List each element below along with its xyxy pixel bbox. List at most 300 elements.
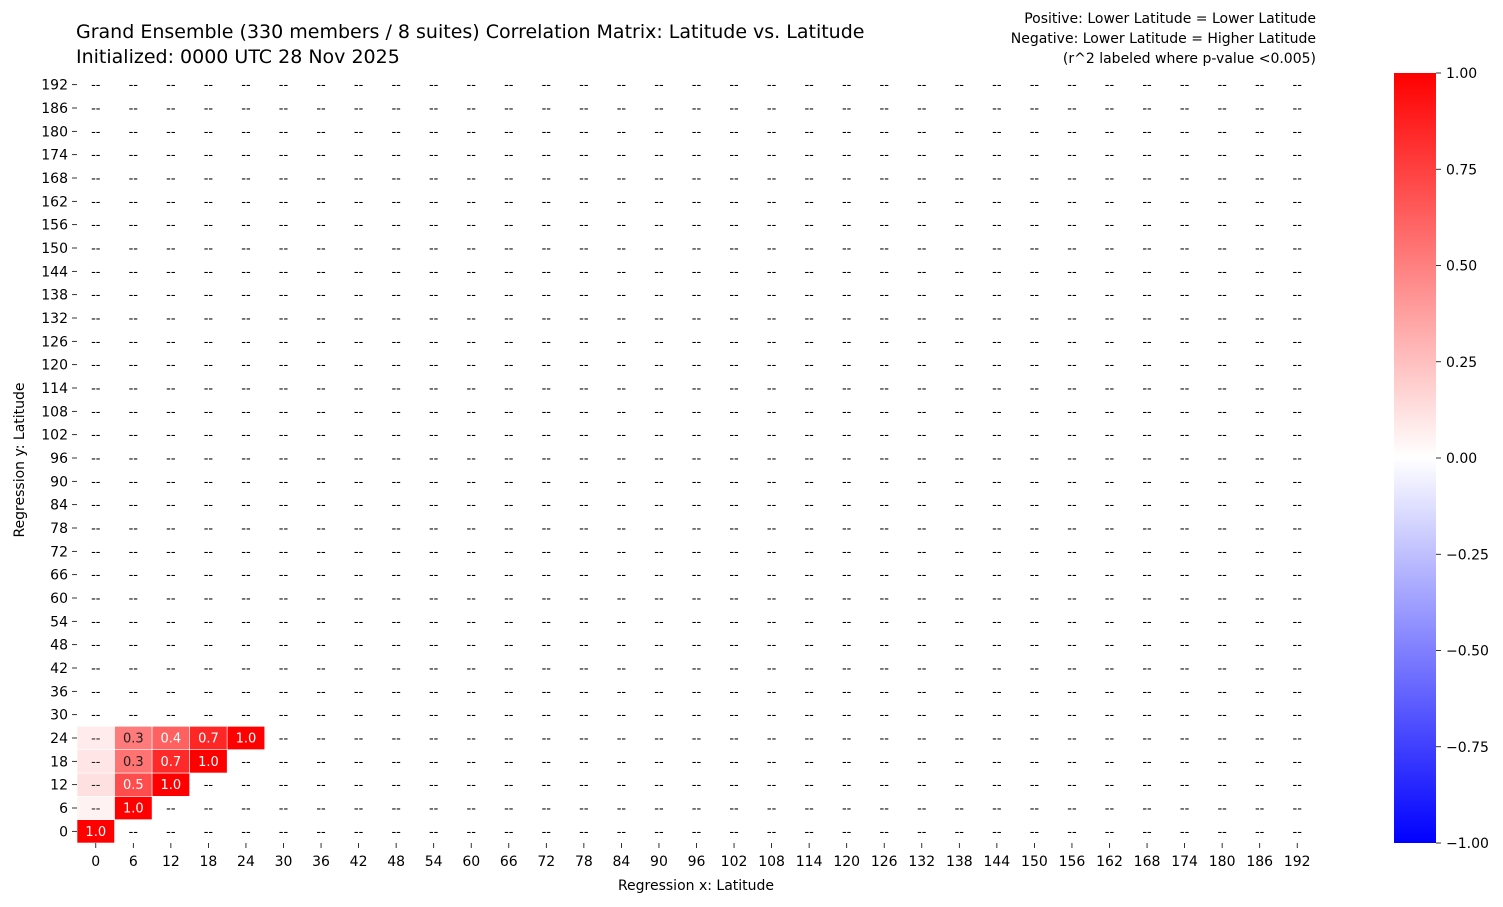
cell-label-x174-y180: --	[1179, 124, 1190, 140]
cell-label-x6-y138: --	[128, 288, 139, 304]
cell-label-x174-y72: --	[1179, 544, 1190, 560]
cell-label-x60-y72: --	[466, 544, 476, 560]
x-tick-label-24: 24	[237, 854, 255, 870]
cell-label-x90-y126: --	[654, 334, 664, 350]
cell-label-x78-y60: --	[579, 591, 589, 607]
cell-label-x174-y54: --	[1179, 614, 1190, 630]
cell-label-x54-y114: --	[428, 381, 439, 397]
cell-label-x168-y186: --	[1142, 101, 1152, 117]
cell-label-x120-y192: --	[841, 78, 852, 94]
x-tick-label-90: 90	[650, 854, 668, 870]
cell-label-x138-y96: --	[954, 451, 965, 467]
cell-label-x66-y114: --	[504, 381, 514, 397]
cell-label-x6-y18: 0.3	[122, 754, 144, 770]
cell-label-x0-y54: --	[91, 614, 101, 630]
cell-label-x54-y150: --	[428, 241, 439, 257]
cell-label-x192-y168: --	[1292, 171, 1302, 187]
cell-label-x114-y192: --	[804, 78, 814, 94]
cell-label-x96-y138: --	[691, 288, 702, 304]
cell-label-x48-y60: --	[391, 591, 401, 607]
cell-label-x78-y192: --	[579, 78, 589, 94]
cell-label-x42-y72: --	[353, 544, 364, 560]
cell-label-x78-y24: --	[579, 731, 589, 747]
cell-label-x6-y186: --	[128, 101, 139, 117]
y-tick-label-12: 12	[50, 777, 68, 794]
cell-label-x138-y0: --	[954, 824, 965, 840]
cell-label-x30-y42: --	[278, 661, 289, 677]
cell-label-x114-y78: --	[804, 521, 814, 537]
cell-label-x162-y162: --	[1104, 194, 1115, 210]
cell-label-x66-y132: --	[504, 311, 514, 327]
cell-label-x90-y174: --	[654, 148, 664, 164]
cell-label-x126-y12: --	[879, 778, 889, 794]
cell-label-x114-y60: --	[804, 591, 814, 607]
legend-note-positive: Positive: Lower Latitude = Lower Latitude	[1024, 11, 1316, 27]
cell-label-x30-y144: --	[278, 264, 289, 280]
cell-label-x126-y108: --	[879, 404, 889, 420]
cell-label-x168-y138: --	[1142, 288, 1152, 304]
cell-label-x24-y78: --	[241, 521, 251, 537]
cell-label-x42-y114: --	[353, 381, 364, 397]
cell-label-x120-y162: --	[841, 194, 852, 210]
cell-label-x114-y0: --	[804, 824, 814, 840]
cell-label-x150-y156: --	[1029, 218, 1040, 234]
cell-label-x48-y84: --	[391, 498, 401, 514]
cell-label-x96-y174: --	[691, 148, 702, 164]
cell-label-x150-y0: --	[1029, 824, 1040, 840]
cell-label-x18-y108: --	[203, 404, 214, 420]
cell-label-x108-y12: --	[766, 778, 777, 794]
cell-label-x180-y78: --	[1217, 521, 1227, 537]
cell-label-x120-y168: --	[841, 171, 852, 187]
cell-label-x0-y66: --	[91, 568, 101, 584]
cell-label-x192-y0: --	[1292, 824, 1302, 840]
cell-label-x60-y102: --	[466, 428, 476, 444]
cell-label-x30-y30: --	[278, 708, 289, 724]
cell-label-x30-y132: --	[278, 311, 289, 327]
cell-label-x180-y126: --	[1217, 334, 1227, 350]
cell-label-x168-y156: --	[1142, 218, 1152, 234]
cell-label-x78-y66: --	[579, 568, 589, 584]
cell-label-x66-y30: --	[504, 708, 514, 724]
cell-label-x162-y78: --	[1104, 521, 1115, 537]
cell-label-x120-y66: --	[841, 568, 852, 584]
cell-label-x84-y66: --	[616, 568, 627, 584]
cell-label-x192-y54: --	[1292, 614, 1302, 630]
cell-label-x54-y102: --	[428, 428, 439, 444]
cell-label-x24-y96: --	[241, 451, 251, 467]
cell-label-x0-y60: --	[91, 591, 101, 607]
cell-label-x108-y150: --	[766, 241, 777, 257]
cell-label-x60-y96: --	[466, 451, 476, 467]
cell-label-x108-y186: --	[766, 101, 777, 117]
cell-label-x24-y60: --	[241, 591, 251, 607]
cell-label-x150-y90: --	[1029, 474, 1040, 490]
cell-label-x36-y156: --	[316, 218, 326, 234]
cell-label-x168-y42: --	[1142, 661, 1152, 677]
cell-label-x138-y174: --	[954, 148, 965, 164]
cell-label-x102-y42: --	[729, 661, 739, 677]
cell-label-x120-y0: --	[841, 824, 852, 840]
cell-label-x102-y120: --	[729, 358, 739, 374]
cell-label-x42-y30: --	[353, 708, 364, 724]
cell-label-x48-y156: --	[391, 218, 401, 234]
cell-label-x162-y144: --	[1104, 264, 1115, 280]
cell-label-x24-y174: --	[241, 148, 251, 164]
cell-label-x96-y18: --	[691, 754, 702, 770]
cell-label-x90-y90: --	[654, 474, 664, 490]
cell-label-x18-y48: --	[203, 638, 214, 654]
cell-label-x96-y126: --	[691, 334, 702, 350]
cell-label-x192-y132: --	[1292, 311, 1302, 327]
cell-label-x66-y180: --	[504, 124, 514, 140]
cell-label-x66-y0: --	[504, 824, 514, 840]
cell-label-x114-y132: --	[804, 311, 814, 327]
cell-label-x60-y90: --	[466, 474, 476, 490]
cell-label-x126-y84: --	[879, 498, 889, 514]
cell-label-x186-y102: --	[1254, 428, 1265, 444]
cell-label-x84-y96: --	[616, 451, 627, 467]
cell-label-x180-y186: --	[1217, 101, 1227, 117]
cell-label-x162-y102: --	[1104, 428, 1115, 444]
x-tick-label-78: 78	[574, 854, 593, 870]
y-tick-label-78: 78	[50, 521, 68, 537]
cell-label-x132-y192: --	[917, 78, 927, 94]
cell-label-x156-y96: --	[1067, 451, 1077, 467]
cell-label-x120-y30: --	[841, 708, 852, 724]
cell-label-x12-y144: --	[166, 264, 176, 280]
cell-label-x174-y186: --	[1179, 101, 1190, 117]
cell-label-x60-y150: --	[466, 241, 476, 257]
cell-label-x150-y6: --	[1029, 801, 1040, 817]
cell-label-x36-y174: --	[316, 148, 326, 164]
cell-label-x174-y18: --	[1179, 754, 1190, 770]
cell-label-x102-y78: --	[729, 521, 739, 537]
cell-label-x150-y186: --	[1029, 101, 1040, 117]
cell-label-x36-y36: --	[316, 684, 326, 700]
cell-label-x138-y84: --	[954, 498, 965, 514]
cell-label-x42-y0: --	[353, 824, 364, 840]
cell-label-x78-y138: --	[579, 288, 589, 304]
cell-label-x120-y12: --	[841, 778, 852, 794]
cell-label-x12-y18: 0.7	[160, 754, 182, 770]
cell-label-x162-y48: --	[1104, 638, 1115, 654]
cell-label-x18-y90: --	[203, 474, 214, 490]
cell-label-x24-y0: --	[241, 824, 251, 840]
cell-label-x0-y138: --	[91, 288, 101, 304]
cell-label-x132-y42: --	[917, 661, 927, 677]
cell-label-x36-y30: --	[316, 708, 326, 724]
chart-title: Grand Ensemble (330 members / 8 suites) Correlation Matrix: Latitude vs. Latitude	[76, 21, 865, 43]
cell-label-x162-y114: --	[1104, 381, 1115, 397]
cell-label-x186-y0: --	[1254, 824, 1265, 840]
cell-label-x90-y114: --	[654, 381, 664, 397]
cell-label-x84-y138: --	[616, 288, 627, 304]
cell-label-x60-y48: --	[466, 638, 476, 654]
x-tick-label-96: 96	[687, 854, 706, 870]
cell-label-x90-y54: --	[654, 614, 664, 630]
cell-label-x90-y24: --	[654, 731, 664, 747]
y-axis-ticks	[41, 78, 77, 841]
cell-label-x132-y12: --	[917, 778, 927, 794]
cell-label-x60-y138: --	[466, 288, 476, 304]
cell-label-x42-y96: --	[353, 451, 364, 467]
cell-label-x6-y174: --	[128, 148, 139, 164]
cell-label-x66-y72: --	[504, 544, 514, 560]
cell-label-x150-y174: --	[1029, 148, 1040, 164]
cell-label-x78-y96: --	[579, 451, 589, 467]
cell-label-x186-y72: --	[1254, 544, 1265, 560]
cell-label-x114-y24: --	[804, 731, 814, 747]
cell-label-x144-y126: --	[992, 334, 1002, 350]
cell-label-x24-y48: --	[241, 638, 251, 654]
cell-label-x66-y18: --	[504, 754, 514, 770]
cell-label-x102-y108: --	[729, 404, 739, 420]
cell-label-x174-y108: --	[1179, 404, 1190, 420]
cell-label-x138-y168: --	[954, 171, 965, 187]
cell-label-x144-y60: --	[992, 591, 1002, 607]
cell-label-x144-y96: --	[992, 451, 1002, 467]
cell-label-x138-y6: --	[954, 801, 965, 817]
cell-label-x108-y120: --	[766, 358, 777, 374]
cell-label-x90-y0: --	[654, 824, 664, 840]
cell-label-x66-y192: --	[504, 78, 514, 94]
cell-label-x162-y120: --	[1104, 358, 1115, 374]
cell-label-x66-y162: --	[504, 194, 514, 210]
cell-label-x48-y48: --	[391, 638, 401, 654]
cell-label-x78-y156: --	[579, 218, 589, 234]
cell-label-x168-y162: --	[1142, 194, 1152, 210]
cell-label-x156-y48: --	[1067, 638, 1077, 654]
cell-label-x168-y12: --	[1142, 778, 1152, 794]
cell-label-x162-y12: --	[1104, 778, 1115, 794]
cell-label-x18-y192: --	[203, 78, 214, 94]
cell-label-x6-y162: --	[128, 194, 139, 210]
x-tick-label-174: 174	[1171, 854, 1198, 870]
cell-label-x72-y24: --	[541, 731, 552, 747]
cell-label-x0-y186: --	[91, 101, 101, 117]
cell-label-x78-y36: --	[579, 684, 589, 700]
cell-label-x30-y78: --	[278, 521, 289, 537]
cell-label-x96-y168: --	[691, 171, 702, 187]
cell-label-x36-y120: --	[316, 358, 326, 374]
cell-label-x96-y72: --	[691, 544, 702, 560]
cell-label-x192-y120: --	[1292, 358, 1302, 374]
cell-label-x90-y162: --	[654, 194, 664, 210]
cell-label-x114-y96: --	[804, 451, 814, 467]
cell-label-x42-y84: --	[353, 498, 364, 514]
cell-label-x102-y168: --	[729, 171, 739, 187]
cell-label-x30-y162: --	[278, 194, 289, 210]
cell-label-x0-y144: --	[91, 264, 101, 280]
cell-label-x144-y144: --	[992, 264, 1002, 280]
cell-label-x90-y78: --	[654, 521, 664, 537]
cell-label-x66-y60: --	[504, 591, 514, 607]
cell-label-x18-y24: 0.7	[198, 731, 219, 747]
cell-label-x0-y126: --	[91, 334, 101, 350]
cell-label-x144-y90: --	[992, 474, 1002, 490]
y-tick-label-24: 24	[50, 731, 68, 747]
cell-label-x72-y144: --	[541, 264, 552, 280]
cell-label-x96-y90: --	[691, 474, 702, 490]
cell-label-x6-y132: --	[128, 311, 139, 327]
cell-label-x60-y162: --	[466, 194, 476, 210]
cell-label-x180-y6: --	[1217, 801, 1227, 817]
cell-label-x168-y114: --	[1142, 381, 1152, 397]
cell-label-x96-y12: --	[691, 778, 702, 794]
cell-label-x138-y126: --	[954, 334, 965, 350]
cell-label-x180-y174: --	[1217, 148, 1227, 164]
cell-label-x120-y108: --	[841, 404, 852, 420]
cell-label-x90-y120: --	[654, 358, 664, 374]
cell-label-x108-y18: --	[766, 754, 777, 770]
cell-label-x186-y174: --	[1254, 148, 1265, 164]
cell-label-x60-y108: --	[466, 404, 476, 420]
cell-label-x12-y150: --	[166, 241, 176, 257]
cell-label-x192-y114: --	[1292, 381, 1302, 397]
y-tick-label-144: 144	[41, 264, 68, 281]
cell-label-x24-y108: --	[241, 404, 251, 420]
cell-label-x108-y126: --	[766, 334, 777, 350]
cell-label-x66-y66: --	[504, 568, 514, 584]
cell-label-x126-y36: --	[879, 684, 889, 700]
cell-label-x12-y114: --	[166, 381, 176, 397]
colorbar-tick-label-1: 0.75	[1446, 162, 1478, 179]
cell-label-x36-y24: --	[316, 731, 326, 747]
cell-label-x162-y180: --	[1104, 124, 1115, 140]
cell-label-x54-y48: --	[428, 638, 439, 654]
cell-label-x48-y72: --	[391, 544, 401, 560]
cell-label-x186-y30: --	[1254, 708, 1265, 724]
cell-label-x168-y60: --	[1142, 591, 1152, 607]
y-tick-label-90: 90	[50, 474, 68, 491]
cell-label-x174-y162: --	[1179, 194, 1190, 210]
cell-label-x126-y102: --	[879, 428, 889, 444]
cell-label-x24-y192: --	[241, 78, 251, 94]
cell-label-x90-y6: --	[654, 801, 664, 817]
cell-label-x0-y6: --	[91, 801, 101, 817]
cell-label-x18-y102: --	[203, 428, 214, 444]
cell-label-x24-y36: --	[241, 684, 251, 700]
cell-label-x78-y6: --	[579, 801, 589, 817]
cell-label-x60-y180: --	[466, 124, 476, 140]
cell-label-x6-y12: 0.5	[122, 778, 144, 794]
cell-label-x120-y132: --	[841, 311, 852, 327]
cell-label-x36-y132: --	[316, 311, 326, 327]
cell-label-x84-y0: --	[616, 824, 627, 840]
cell-label-x162-y0: --	[1104, 824, 1115, 840]
cell-label-x24-y42: --	[241, 661, 251, 677]
cell-label-x6-y96: --	[128, 451, 139, 467]
cell-label-x0-y90: --	[91, 474, 101, 490]
cell-label-x96-y60: --	[691, 591, 702, 607]
cell-label-x168-y66: --	[1142, 568, 1152, 584]
cell-label-x150-y48: --	[1029, 638, 1040, 654]
cell-label-x138-y180: --	[954, 124, 965, 140]
cell-label-x192-y162: --	[1292, 194, 1302, 210]
cell-label-x126-y54: --	[879, 614, 889, 630]
cell-label-x186-y6: --	[1254, 801, 1265, 817]
x-tick-label-30: 30	[274, 854, 293, 870]
cell-label-x186-y42: --	[1254, 661, 1265, 677]
cell-label-x42-y120: --	[353, 358, 364, 374]
cell-label-x162-y108: --	[1104, 404, 1115, 420]
x-tick-label-66: 66	[499, 854, 518, 870]
cell-label-x120-y6: --	[841, 801, 852, 817]
cell-label-x6-y36: --	[128, 684, 139, 700]
cell-label-x54-y96: --	[428, 451, 439, 467]
cell-label-x96-y6: --	[691, 801, 702, 817]
cell-label-x36-y6: --	[316, 801, 326, 817]
cell-label-x0-y42: --	[91, 661, 101, 677]
cell-label-x12-y126: --	[166, 334, 176, 350]
cell-label-x60-y132: --	[466, 311, 476, 327]
cell-label-x6-y90: --	[128, 474, 139, 490]
cell-label-x54-y132: --	[428, 311, 439, 327]
cell-label-x174-y174: --	[1179, 148, 1190, 164]
cell-label-x96-y48: --	[691, 638, 702, 654]
cell-label-x168-y24: --	[1142, 731, 1152, 747]
x-tick-label-6: 6	[128, 854, 138, 870]
cell-label-x78-y0: --	[579, 824, 589, 840]
cell-label-x6-y108: --	[128, 404, 139, 420]
x-tick-label-150: 150	[1021, 854, 1048, 870]
cell-label-x150-y60: --	[1029, 591, 1040, 607]
cell-label-x42-y186: --	[353, 101, 364, 117]
cell-label-x174-y114: --	[1179, 381, 1190, 397]
cell-label-x6-y66: --	[128, 568, 139, 584]
cell-label-x48-y30: --	[391, 708, 401, 724]
cell-label-x132-y72: --	[917, 544, 927, 560]
cell-label-x42-y66: --	[353, 568, 364, 584]
cell-label-x174-y168: --	[1179, 171, 1190, 187]
cell-label-x102-y72: --	[729, 544, 739, 560]
cell-label-x132-y102: --	[917, 428, 927, 444]
cell-label-x126-y72: --	[879, 544, 889, 560]
cell-label-x108-y6: --	[766, 801, 777, 817]
cell-label-x72-y96: --	[541, 451, 552, 467]
cell-label-x0-y132: --	[91, 311, 101, 327]
cell-label-x42-y126: --	[353, 334, 364, 350]
cell-label-x36-y144: --	[316, 264, 326, 280]
cell-label-x48-y96: --	[391, 451, 401, 467]
cell-label-x156-y0: --	[1067, 824, 1077, 840]
cell-label-x18-y162: --	[203, 194, 214, 210]
cell-label-x84-y54: --	[616, 614, 627, 630]
cell-label-x90-y96: --	[654, 451, 664, 467]
cell-label-x156-y12: --	[1067, 778, 1077, 794]
cell-label-x102-y0: --	[729, 824, 739, 840]
cell-label-x138-y162: --	[954, 194, 965, 210]
cell-label-x0-y24: --	[91, 731, 101, 747]
cell-label-x42-y102: --	[353, 428, 364, 444]
cell-label-x102-y30: --	[729, 708, 739, 724]
y-tick-label-42: 42	[50, 661, 68, 677]
cell-label-x108-y60: --	[766, 591, 777, 607]
cell-label-x24-y6: --	[241, 801, 251, 817]
cell-label-x54-y156: --	[428, 218, 439, 234]
cell-label-x174-y102: --	[1179, 428, 1190, 444]
cell-label-x60-y168: --	[466, 171, 476, 187]
cell-label-x84-y60: --	[616, 591, 627, 607]
cell-label-x96-y66: --	[691, 568, 702, 584]
cell-label-x48-y132: --	[391, 311, 401, 327]
cell-label-x186-y162: --	[1254, 194, 1265, 210]
cell-label-x54-y12: --	[428, 778, 439, 794]
cell-label-x108-y84: --	[766, 498, 777, 514]
cell-label-x132-y84: --	[917, 498, 927, 514]
cell-label-x12-y138: --	[166, 288, 176, 304]
